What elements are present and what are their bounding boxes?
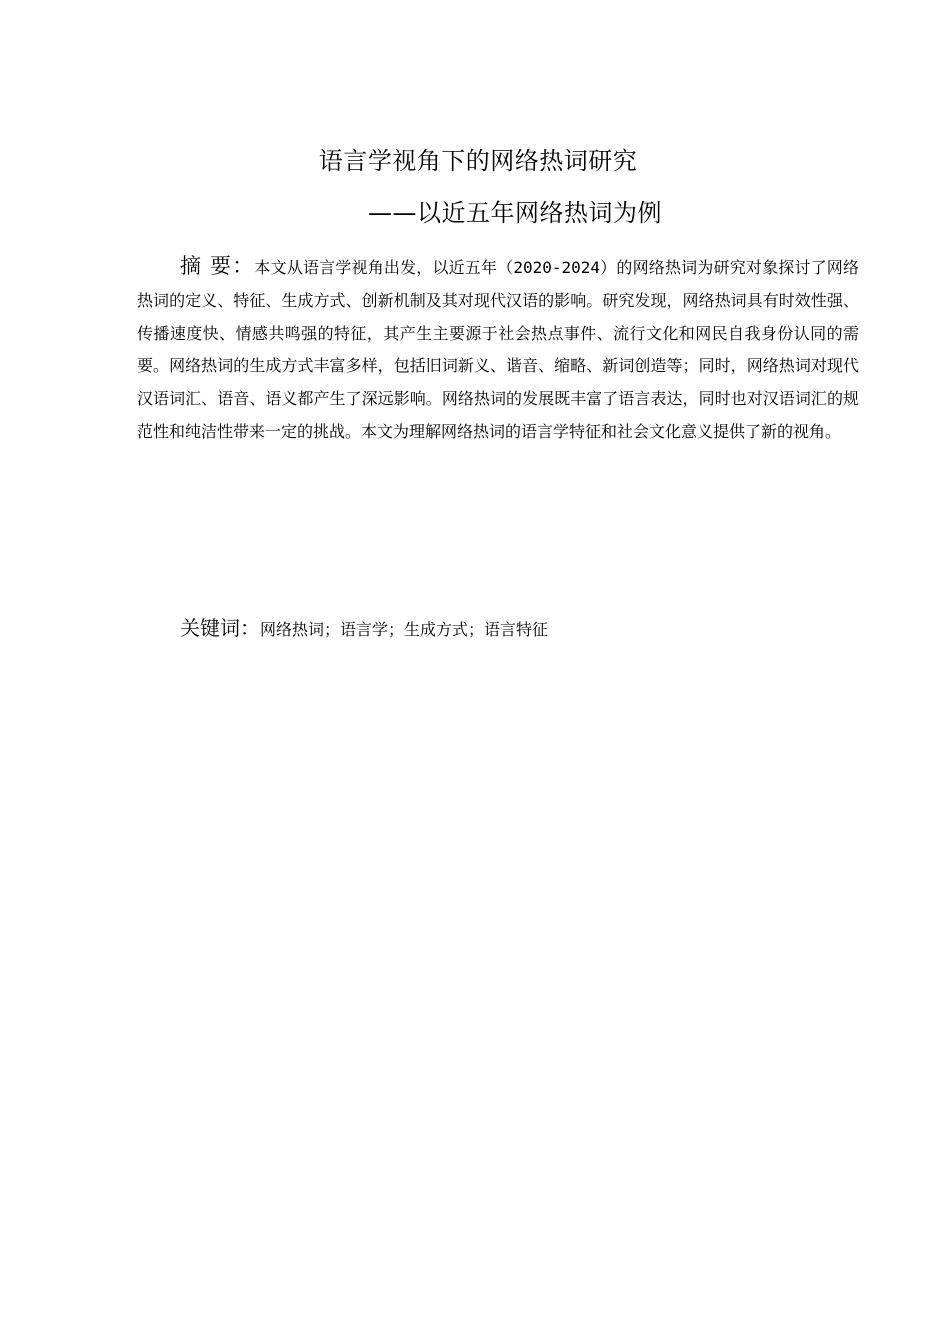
paper-subtitle: ——以近五年网络热词为例: [368, 199, 662, 227]
keywords-label: 关键词：: [180, 616, 260, 640]
abstract-text: 本文从语言学视角出发，以近五年（2020-2024）的网络热词为研究对象探讨了网络热词的定义、特征、生成方式、创新机制及其对现代汉语的影响。研究发现，网络热词具有时效性强、传播速度快、情感共鸣强的特征，其产生主要源于社会热点事件、流行文化和网民自我身份认同的需要。网络热词的生成方式丰富多样，包括旧词新义、谐音、缩略、新词创造等；同时，网络热词对现代汉语词汇、语音、语义都产生了深远影响。网络热词的发展既丰富了语言表达，同时也对汉语词汇的规范性和纯洁性带来一定的挑战。本文为理解网络热词的语言学特征和社会文化意义提供了新的视角。: [137, 258, 859, 441]
abstract-paragraph: [137, 250, 859, 449]
abstract-label: 摘 要：: [180, 254, 255, 278]
paper-title: 语言学视角下的网络热词研究: [318, 147, 638, 175]
keywords-line: [180, 612, 860, 646]
keywords-text: 网络热词；语言学；生成方式；语言特征: [260, 620, 549, 639]
